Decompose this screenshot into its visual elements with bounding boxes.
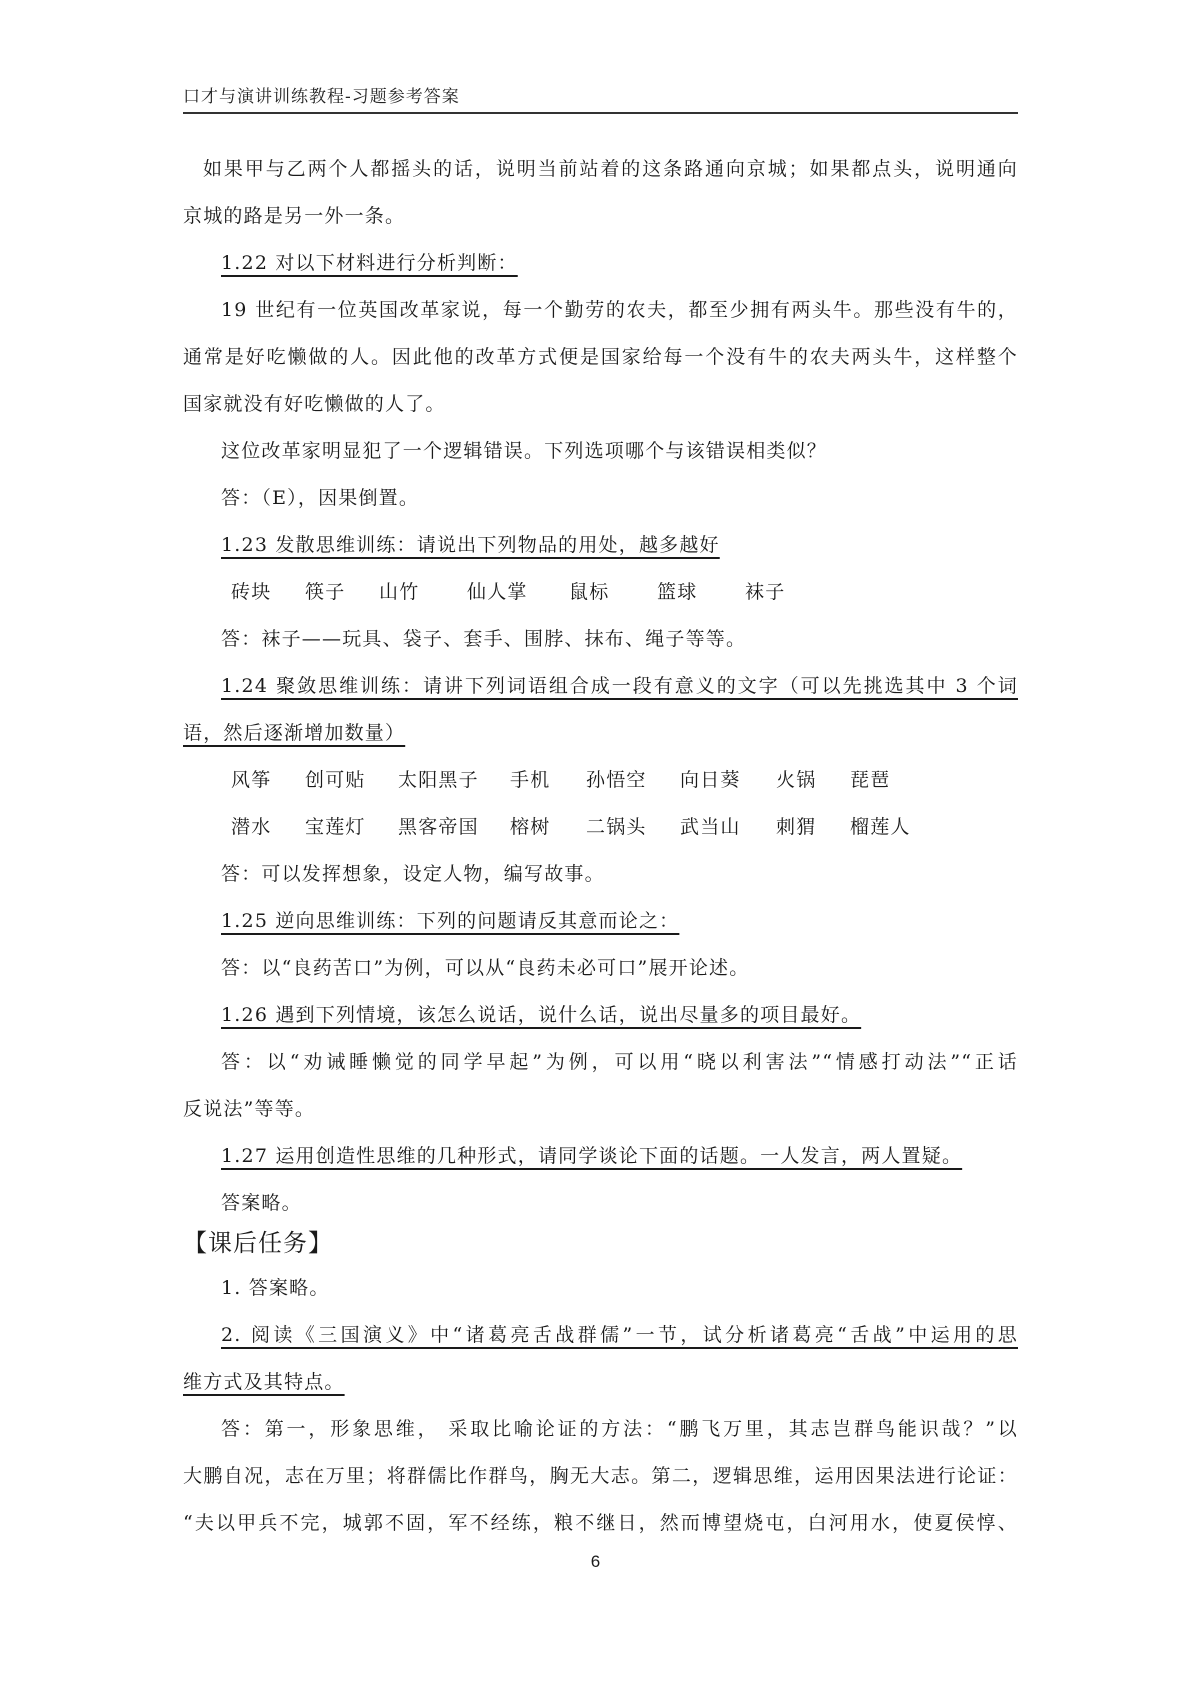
word-item: 宝莲灯 [305, 816, 366, 838]
word-item: 黑客帝国 [398, 816, 479, 838]
word-item: 鼠标 [569, 581, 610, 603]
answer-1-25: 答：以“良药苦口”为例，可以从“良药未必可口”展开论述。 [221, 957, 750, 979]
section-heading: 【课后任务】 [183, 1229, 333, 1257]
word-item: 孙悟空 [586, 769, 647, 791]
question-1-25: 1.25 逆向思维训练：下列的问题请反其意而论之： [221, 910, 680, 932]
answer-task-2-cont: “夫以甲兵不完，城郭不固，军不经练，粮不继日，然而博望烧屯，白河用水，使夏侯惇、 [183, 1512, 1018, 1534]
word-item: 武当山 [680, 816, 741, 838]
word-item: 砖块 [231, 581, 272, 603]
word-item: 榴莲人 [850, 816, 911, 838]
question-1-22: 1.22 对以下材料进行分析判断： [221, 252, 518, 274]
answer-1-26-cont: 反说法”等等。 [183, 1098, 316, 1120]
task-1: 1. 答案略。 [221, 1277, 330, 1299]
word-item: 风筝 [231, 769, 272, 791]
word-item: 琵琶 [850, 769, 891, 791]
word-item: 太阳黑子 [398, 769, 479, 791]
question-1-24: 1.24 聚敛思维训练：请讲下列词语组合成一段有意义的文字（可以先挑选其中 3 个词 [221, 675, 1018, 697]
paragraph-line: 如果甲与乙两个人都摇头的话，说明当前站着的这条路通向京城；如果都点头，说明通向 [203, 158, 1018, 180]
word-list-1-24-row2 [183, 814, 1018, 840]
page-number: 6 [590, 1552, 601, 1571]
answer-1-26: 答：以“劝诫睡懒觉的同学早起”为例，可以用“晓以利害法”“情感打动法”“正话 [221, 1051, 1018, 1073]
task-2: 2. 阅读《三国演义》中“诸葛亮舌战群儒”一节，试分析诸葛亮“舌战”中运用的思 [221, 1324, 1018, 1346]
paragraph-line: 通常是好吃懒做的人。因此他的改革方式便是国家给每一个没有牛的农夫两头牛，这样整个 [183, 346, 1018, 368]
word-item: 潜水 [231, 816, 272, 838]
word-item: 向日葵 [680, 769, 741, 791]
question-1-24-cont: 语，然后逐渐增加数量） [183, 722, 406, 744]
word-list-1-23 [183, 579, 1018, 605]
word-item: 筷子 [305, 581, 346, 603]
paragraph-line: 19 世纪有一位英国改革家说，每一个勤劳的农夫，都至少拥有两头牛。那些没有牛的， [221, 299, 1018, 321]
answer-task-2-cont: 大鹏自况，志在万里；将群儒比作群鸟，胸无大志。第二，逻辑思维，运用因果法进行论证： [183, 1465, 1018, 1487]
paragraph-line: 这位改革家明显犯了一个逻辑错误。下列选项哪个与该错误相类似？ [221, 440, 828, 462]
word-list-1-24-row1 [183, 767, 1018, 793]
word-item: 刺猬 [776, 816, 817, 838]
question-1-26: 1.26 遇到下列情境，该怎么说话，说什么话，说出尽量多的项目最好。 [221, 1004, 862, 1026]
word-item: 手机 [510, 769, 551, 791]
answer-1-27: 答案略。 [221, 1192, 302, 1214]
word-item: 火锅 [776, 769, 817, 791]
answer-1-24: 答：可以发挥想象，设定人物，编写故事。 [221, 863, 605, 885]
answer-task-2: 答：第一，形象思维， 采取比喻论证的方法：“鹏飞万里，其志岂群鸟能识哉？”以 [221, 1418, 1018, 1440]
word-item: 山竹 [379, 581, 420, 603]
answer-1-23: 答：袜子——玩具、袋子、套手、围脖、抹布、绳子等等。 [221, 628, 747, 650]
task-2-cont: 维方式及其特点。 [183, 1371, 345, 1393]
word-item: 榕树 [510, 816, 551, 838]
word-item: 仙人掌 [467, 581, 528, 603]
word-item: 创可贴 [305, 769, 366, 791]
paragraph-line: 国家就没有好吃懒做的人了。 [183, 393, 446, 415]
header-rule [183, 112, 1018, 114]
word-item: 二锅头 [586, 816, 647, 838]
question-1-23: 1.23 发散思维训练：请说出下列物品的用处，越多越好 [221, 534, 720, 556]
paragraph-line: 京城的路是另一外一条。 [183, 205, 406, 227]
word-item: 袜子 [745, 581, 786, 603]
running-header: 口才与演讲训练教程-习题参考答案 [183, 87, 460, 107]
word-item: 篮球 [657, 581, 698, 603]
answer-1-22: 答：（E），因果倒置。 [221, 487, 420, 509]
question-1-27: 1.27 运用创造性思维的几种形式，请同学谈论下面的话题。一人发言，两人置疑。 [221, 1145, 963, 1167]
